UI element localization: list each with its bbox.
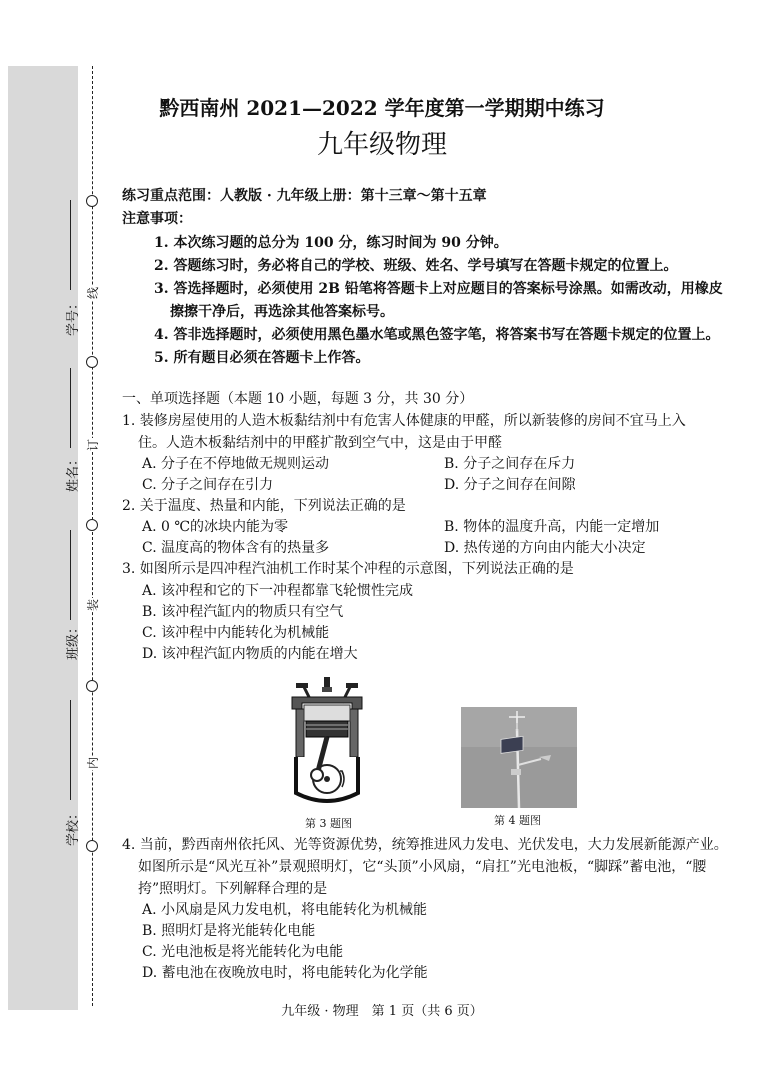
cut-mark-nei: 内 <box>86 756 100 769</box>
section-heading: 一、单项选择题（本题 10 小题，每题 3 分，共 30 分） <box>122 391 474 407</box>
cut-mark-zhuang: 装 <box>86 598 100 611</box>
q3-option-a: A. 该冲程和它的下一冲程都靠飞轮惯性完成 <box>142 583 414 599</box>
cut-line <box>92 66 93 1006</box>
q1-option-a: A. 分子在不停地做无规则运动 <box>142 456 330 472</box>
name-line <box>70 368 71 448</box>
engine-cylinder-figure <box>282 675 372 810</box>
q2-stem: 2. 关于温度、热量和内能，下列说法正确的是 <box>122 498 406 514</box>
q4-option-c: C. 光电池板是将光能转化为电能 <box>142 944 344 960</box>
binding-hole <box>86 356 98 368</box>
note-item: 1. 本次练习题的总分为 100 分，练习时间为 90 分钟。 <box>154 235 508 251</box>
q3-stem: 3. 如图所示是四冲程汽油机工作时某个冲程的示意图，下列说法正确的是 <box>122 561 574 577</box>
binding-hole <box>86 195 98 207</box>
note-item: 擦擦干净后，再选涂其他答案标号。 <box>170 304 394 320</box>
q1-stem: 住。人造木板黏结剂中的甲醛扩散到空气中，这是由于甲醛 <box>138 435 502 451</box>
exam-subject: 九年级物理 <box>316 130 447 160</box>
page-footer: 九年级 · 物理 第 1 页（共 6 页） <box>281 1004 483 1019</box>
q3-option-c: C. 该冲程中内能转化为机械能 <box>142 625 330 641</box>
school-line <box>70 700 71 800</box>
wind-solar-lamp-figure <box>461 707 577 808</box>
q4-option-d: D. 蓄电池在夜晚放电时，将电能转化为化学能 <box>142 965 428 981</box>
class-line <box>70 530 71 620</box>
note-item: 3. 答选择题时，必须使用 2B 铅笔将答题卡上对应题目的答案标号涂黑。如需改动，用橡皮 <box>154 281 723 297</box>
binding-sidebar <box>8 66 78 1010</box>
cut-mark-xian: 线 <box>86 286 100 299</box>
note-item: 2. 答题练习时，务必将自己的学校、班级、姓名、学号填写在答题卡规定的位置上。 <box>154 258 678 274</box>
scope-line: 练习重点范围：人教版 · 九年级上册：第十三章～第十五章 <box>122 188 487 204</box>
notes-heading: 注意事项： <box>122 211 192 227</box>
q1-option-c: C. 分子之间存在引力 <box>142 477 274 493</box>
class-label: 班级： <box>66 620 81 660</box>
school-label: 学校： <box>66 806 81 846</box>
student-number-line <box>70 200 71 290</box>
q3-option-b: B. 该冲程汽缸内的物质只有空气 <box>142 604 344 620</box>
q2-option-c: C. 温度高的物体含有的热量多 <box>142 540 330 556</box>
cut-mark-ding: 订 <box>86 438 100 451</box>
q2-option-b: B. 物体的温度升高，内能一定增加 <box>444 519 660 535</box>
student-number-label: 学号： <box>66 296 81 336</box>
q4-option-a: A. 小风扇是风力发电机，将电能转化为机械能 <box>142 902 428 918</box>
binding-hole <box>86 680 98 692</box>
q4-stem: 挎”照明灯。下列解释合理的是 <box>138 881 328 897</box>
note-item: 4. 答非选择题时，必须使用黑色墨水笔或黑色签字笔，将答案书写在答题卡规定的位置上。 <box>154 327 720 343</box>
figure-4-caption: 第 4 题图 <box>494 814 541 827</box>
q4-stem: 如图所示是“风光互补”景观照明灯，它“头顶”小风扇，“肩扛”光电池板，“脚踩”蓄电池，“腰 <box>138 859 707 875</box>
q4-option-b: B. 照明灯是将光能转化电能 <box>142 923 316 939</box>
q4-stem: 4. 当前，黔西南州依托风、光等资源优势，统筹推进风力发电、光伏发电，大力发展新能源产业。 <box>122 837 728 853</box>
figure-3-caption: 第 3 题图 <box>305 817 352 830</box>
q1-option-d: D. 分子之间存在间隙 <box>444 477 576 493</box>
binding-hole <box>86 840 98 852</box>
q2-option-d: D. 热传递的方向由内能大小决定 <box>444 540 646 556</box>
q2-option-a: A. 0 ℃的冰块内能为零 <box>142 519 289 535</box>
name-label: 姓名： <box>66 452 81 492</box>
q1-option-b: B. 分子之间存在斥力 <box>444 456 576 472</box>
note-item: 5. 所有题目必须在答题卡上作答。 <box>154 350 370 366</box>
binding-hole <box>86 519 98 531</box>
exam-title: 黔西南州 2021—2022 学年度第一学期期中练习 <box>159 96 605 120</box>
q3-option-d: D. 该冲程汽缸内物质的内能在增大 <box>142 646 358 662</box>
q1-stem: 1. 装修房屋使用的人造木板黏结剂中有危害人体健康的甲醛，所以新装修的房间不宜马上入 <box>122 413 686 429</box>
